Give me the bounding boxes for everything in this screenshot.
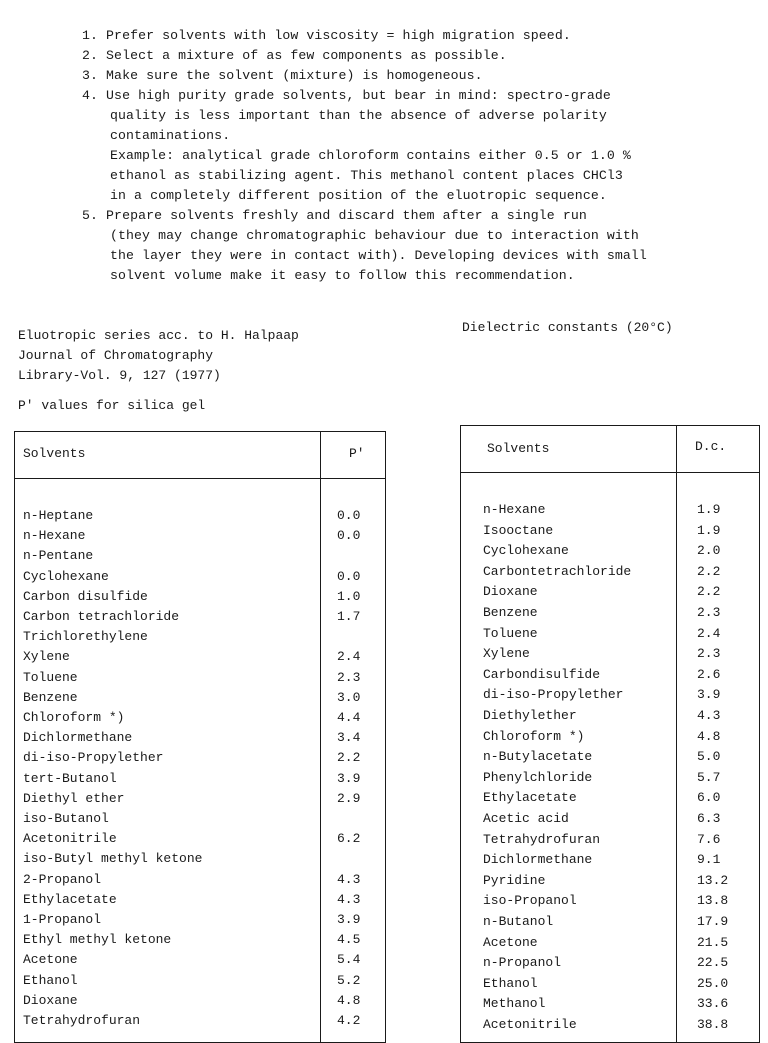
dielectric-value: 4.3 (697, 708, 721, 723)
dielectric-value: 3.9 (697, 687, 721, 703)
solvent-name: iso-Propanol (483, 893, 577, 909)
p-prime-value: 1.0 (337, 588, 361, 604)
solvent-name: Methanol (483, 996, 546, 1012)
solvent-name: iso-Butyl methyl ketone (23, 851, 203, 867)
p-prime-value: 3.0 (337, 689, 361, 705)
solvent-name: Acetone (23, 952, 78, 968)
dielectric-value: 2.0 (697, 543, 721, 559)
solvent-name: Benzene (483, 605, 538, 620)
dielectric-value: 2.2 (697, 584, 721, 600)
rec-item-5-cont: (they may change chromatographic behaviour due to interaction with (110, 228, 639, 243)
p-prime-value: 1.7 (337, 609, 361, 624)
dielectric-value: 2.3 (697, 646, 721, 662)
p-prime-value: 2.2 (337, 750, 361, 766)
solvent-name: Acetonitrile (23, 831, 117, 847)
column-header-p-prime: P' (349, 446, 365, 461)
dielectric-value: 2.4 (697, 625, 721, 641)
rec-item-5: 5. Prepare solvents freshly and discard them after a single run (82, 208, 587, 223)
dielectric-value: 2.3 (697, 605, 721, 620)
solvent-name: Cyclohexane (483, 543, 569, 559)
p-prime-value: 0.0 (337, 528, 361, 544)
solvent-name: Toluene (483, 625, 538, 641)
p-prime-value: 4.8 (337, 992, 361, 1008)
solvent-name: di-iso-Propylether (23, 750, 164, 766)
p-prime-value: 0.0 (337, 508, 361, 523)
column-header-solvents: Solvents (23, 446, 86, 461)
solvent-name: Chloroform *) (483, 728, 585, 744)
dielectric-value: 4.8 (697, 728, 721, 744)
p-prime-value: 0.0 (337, 568, 361, 584)
dielectric-value: 6.3 (697, 811, 721, 826)
solvent-name: n-Hexane (483, 502, 546, 517)
column-header-solvents: Solvents (487, 441, 550, 456)
column-divider (676, 426, 677, 1042)
p-prime-value: 2.9 (337, 790, 361, 806)
solvent-name: Dioxane (23, 992, 78, 1008)
solvent-name: Ethylacetate (483, 790, 577, 806)
rec-item-4-cont: contaminations. (110, 128, 231, 143)
solvent-name: Dichlormethane (483, 852, 593, 868)
rec-item-4-example: Example: analytical grade chloroform contains either 0.5 or 1.0 % (110, 148, 631, 163)
rec-item-3: 3. Make sure the solvent (mixture) is homogeneous. (82, 68, 483, 83)
solvent-name: Tetrahydrofuran (483, 831, 601, 847)
solvent-name: Carbon disulfide (23, 588, 148, 604)
dielectric-value: 1.9 (697, 522, 721, 538)
p-prime-value: 3.9 (337, 770, 361, 786)
solvent-name: 1-Propanol (23, 912, 102, 927)
solvent-name: Ethanol (23, 972, 78, 988)
rec-item-4-example: in a completely different position of the eluotropic sequence. (110, 188, 607, 203)
dielectric-value: 22.5 (697, 955, 729, 971)
dielectric-value: 1.9 (697, 502, 721, 517)
p-prime-value: 4.2 (337, 1013, 361, 1028)
column-header-dc: D.c. (695, 439, 727, 454)
solvent-name: Tetrahydrofuran (23, 1013, 141, 1028)
dielectric-value: 5.7 (697, 769, 721, 785)
dielectric-value: 9.1 (697, 852, 721, 868)
p-prime-value: 4.5 (337, 932, 361, 948)
dielectric-value: 33.6 (697, 996, 729, 1012)
dielectric-value: 2.6 (697, 666, 721, 682)
dielectric-value: 2.2 (697, 563, 721, 579)
rec-item-2: 2. Select a mixture of as few components as possible. (82, 48, 507, 63)
solvent-name: Dioxane (483, 584, 538, 600)
column-divider (320, 432, 321, 1042)
dielectric-value: 5.0 (697, 749, 721, 765)
solvent-name: n-Pentane (23, 548, 94, 564)
p-prime-value: 3.9 (337, 912, 361, 927)
solvent-name: Phenylchloride (483, 769, 593, 785)
p-prime-value: 2.3 (337, 669, 361, 685)
solvent-name: Carbon tetrachloride (23, 609, 180, 624)
solvent-name: Toluene (23, 669, 78, 685)
rec-item-5-cont: the layer they were in contact with). Developing devices with small (110, 248, 647, 263)
solvent-name: iso-Butanol (23, 811, 109, 826)
dielectric-value: 13.2 (697, 872, 729, 888)
p-prime-value: 4.3 (337, 871, 361, 887)
solvent-name: Pyridine (483, 872, 546, 888)
dielectric-value: 6.0 (697, 790, 721, 806)
solvent-name: Xylene (23, 649, 70, 665)
solvent-name: Ethanol (483, 975, 538, 991)
eluotropic-caption-line1: Eluotropic series acc. to H. Halpaap (18, 328, 299, 343)
dielectric-table (460, 425, 760, 1043)
dielectric-value: 7.6 (697, 831, 721, 847)
solvent-name: Carbondisulfide (483, 666, 601, 682)
p-prime-value: 3.4 (337, 730, 361, 746)
solvent-name: Isooctane (483, 522, 554, 538)
solvent-name: Cyclohexane (23, 568, 109, 584)
solvent-name: di-iso-Propylether (483, 687, 624, 703)
solvent-name: Acetonitrile (483, 1017, 577, 1032)
solvent-name: Xylene (483, 646, 530, 662)
solvent-name: tert-Butanol (23, 770, 117, 786)
p-prime-value: 2.4 (337, 649, 361, 665)
solvent-name: Carbontetrachloride (483, 563, 632, 579)
polarity-table (14, 431, 386, 1043)
dielectric-value: 21.5 (697, 934, 729, 950)
solvent-name: 2-Propanol (23, 871, 102, 887)
p-prime-value: 4.4 (337, 710, 361, 725)
rec-item-4: 4. Use high purity grade solvents, but bear in mind: spectro-grade (82, 88, 611, 103)
solvent-name: n-Heptane (23, 508, 94, 523)
dielectric-value: 38.8 (697, 1017, 729, 1032)
rec-item-5-cont: solvent volume make it easy to follow this recommendation. (110, 268, 575, 283)
dielectric-caption: Dielectric constants (20°C) (462, 320, 673, 335)
rec-item-4-cont: quality is less important than the absence of adverse polarity (110, 108, 607, 123)
solvent-name: n-Butanol (483, 914, 554, 929)
p-prime-value: 5.2 (337, 972, 361, 988)
p-prime-value: 5.4 (337, 952, 361, 968)
solvent-name: Benzene (23, 689, 78, 705)
rec-item-1: 1. Prefer solvents with low viscosity = high migration speed. (82, 28, 571, 43)
p-prime-value: 4.3 (337, 891, 361, 907)
solvent-name: Dichlormethane (23, 730, 133, 746)
solvent-name: Ethyl methyl ketone (23, 932, 172, 948)
solvent-name: Acetone (483, 934, 538, 950)
silica-gel-caption: P' values for silica gel (18, 398, 206, 413)
dielectric-value: 17.9 (697, 914, 729, 929)
solvent-name: Diethylether (483, 708, 577, 723)
dielectric-value: 25.0 (697, 975, 729, 991)
eluotropic-caption-line2: Journal of Chromatography (18, 348, 214, 363)
solvent-name: Acetic acid (483, 811, 569, 826)
solvent-name: Chloroform *) (23, 710, 125, 725)
solvent-name: n-Propanol (483, 955, 562, 971)
dielectric-value: 13.8 (697, 893, 729, 909)
solvent-name: Trichlorethylene (23, 629, 148, 645)
solvent-name: n-Butylacetate (483, 749, 593, 765)
p-prime-value: 6.2 (337, 831, 361, 847)
rec-item-4-example: ethanol as stabilizing agent. This methanol content places CHCl3 (110, 168, 623, 183)
solvent-name: Diethyl ether (23, 790, 125, 806)
eluotropic-caption-line3: Library-Vol. 9, 127 (1977) (18, 368, 221, 383)
solvent-name: n-Hexane (23, 528, 86, 544)
solvent-name: Ethylacetate (23, 891, 117, 907)
